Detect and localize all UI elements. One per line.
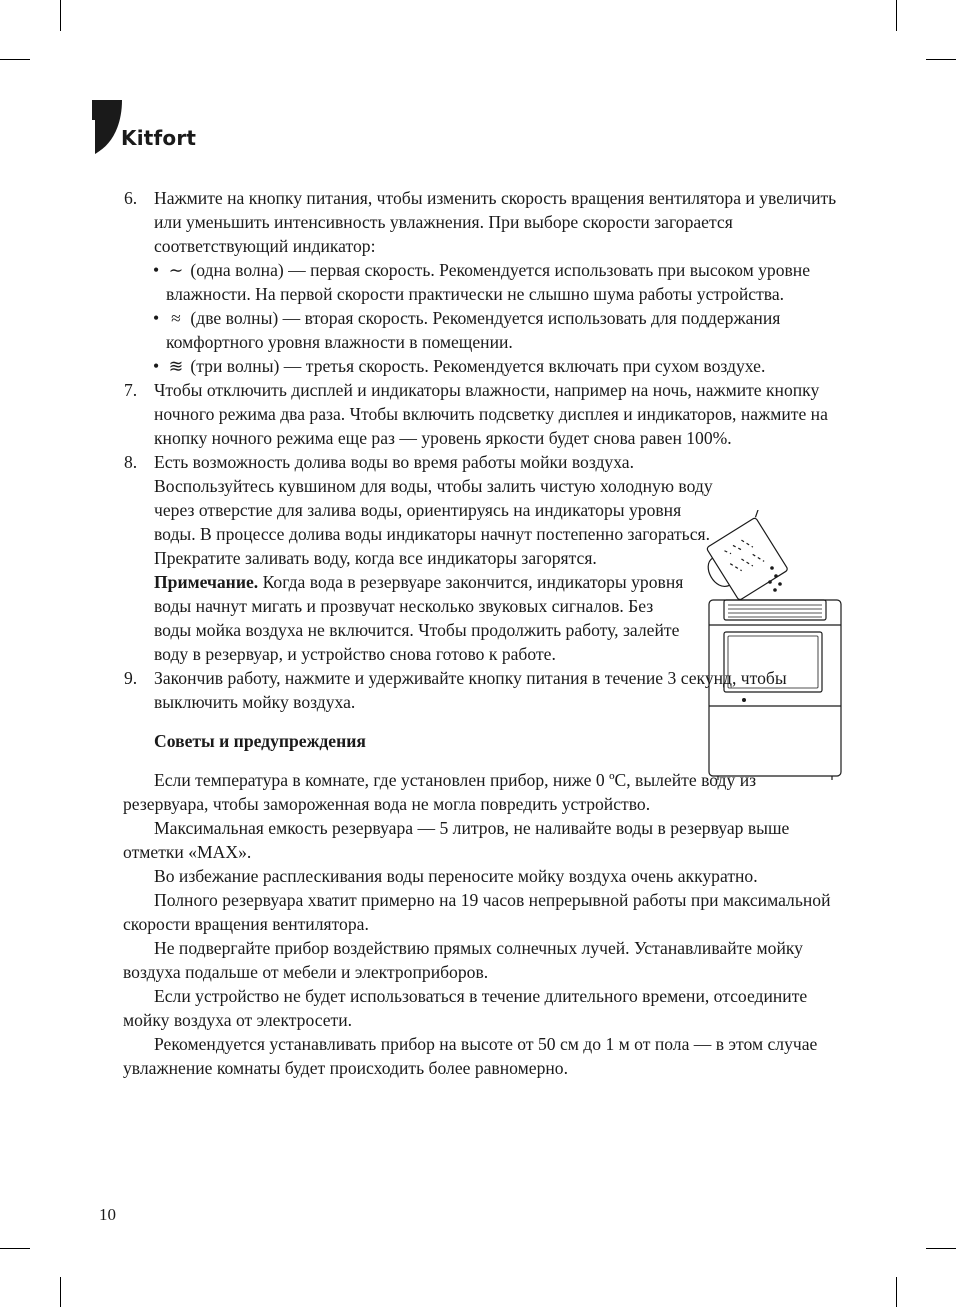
crop-mark: [0, 1248, 30, 1249]
brand-name: Kitfort: [121, 126, 197, 150]
step-8-note: Примечание. Когда вода в резервуаре закончится, индикаторы уровня воды начнут мигать и прозвучат несколько звуковых сигналов. Без воды мойка воздуха не включится. Чтобы продолжить работу, залейте воду в резервуар, и устройство снова готово к работе.: [154, 572, 684, 664]
speed-item-3: • ≋ (три волны) — третья скорость. Рекомендуется включать при сухом воздухе.: [153, 356, 766, 376]
crop-mark: [896, 1277, 897, 1307]
water-drops-icon: [768, 566, 782, 592]
tips-heading: Советы и предупреждения: [154, 731, 366, 751]
crop-mark: [896, 0, 897, 31]
tip-paragraph: Полного резервуара хватит примерно на 19 часов непрерывной работы при максимальной скорости вращения вентилятора.: [123, 890, 831, 934]
tip-paragraph: Если устройство не будет использоваться в течение длительного времени, отсоедините мойку воздуха от электросети.: [123, 986, 808, 1030]
speed-item-1: • ∼ (одна волна) — первая скорость. Рекомендуется использовать при высоком уровне влажности. На первой скорости практически не слышно шума работы устройства.: [153, 260, 811, 304]
one-wave-icon: ∼: [168, 260, 184, 280]
crop-mark: [926, 1248, 956, 1249]
step-9: 9. Закончив работу, нажмите и удерживайте кнопку питания в течение 3 секунд, чтобы выключить мойку воздуха.: [124, 668, 787, 712]
air-washer-device-icon: [709, 600, 841, 780]
tip-paragraph: Рекомендуется устанавливать прибор на высоте от 50 см до 1 м от пола — в этом случае увлажнение комнаты будет происходить более равномерно.: [123, 1034, 818, 1078]
air-washer-illustration: [694, 510, 850, 782]
tip-paragraph: Во избежание расплескивания воды переносите мойку воздуха очень аккуратно.: [154, 866, 758, 886]
tip-paragraph: Если температура в комнате, где установлен прибор, ниже 0 ºС, вылейте воду из резервуара, чтобы замороженная вода не могла повредить устройство.: [123, 770, 757, 814]
page-number: 10: [99, 1205, 116, 1224]
step-6: 6. Нажмите на кнопку питания, чтобы изменить скорость вращения вентилятора и увеличить или уменьшить интенсивность увлажнения. При выборе скорости загорается соответствующий индикатор:: [124, 188, 837, 256]
crop-mark: [926, 59, 956, 60]
crop-mark: [60, 1277, 61, 1307]
step-8: 8. Есть возможность долива воды во время работы мойки воздуха. Воспользуйтесь кувшином для воды, чтобы залить чистую холодную воду через отверстие для залива воды, ориентируясь на индикаторы уровня воды. В процессе долива воды индикаторы начнут постепенно загораться. Прекратите заливать воду, когда все индикаторы загорятся.: [124, 452, 713, 568]
step-7: 7. Чтобы отключить дисплей и индикаторы влажности, например на ночь, нажмите кнопку ночного режима два раза. Чтобы включить подсветку дисплея и индикаторов, нажмите на кнопку ночного режима еще раз — уровень яркости будет снова равен 100%.: [124, 380, 828, 448]
speed-item-2: • ≈ (две волны) — вторая скорость. Рекомендуется использовать для поддержания комфортного уровня влажности в помещении.: [153, 308, 781, 352]
water-jug-icon: [694, 510, 797, 607]
tip-paragraph: Максимальная емкость резервуара — 5 литров, не наливайте воды в резервуар выше отметки «MAX».: [123, 818, 790, 862]
tip-paragraph: Не подвергайте прибор воздействию прямых солнечных лучей. Устанавливайте мойку воздуха подальше от мебели и электроприборов.: [123, 938, 803, 982]
crop-mark: [60, 0, 61, 31]
two-waves-icon: ≈: [171, 308, 181, 328]
crop-mark: [0, 59, 30, 60]
three-waves-icon: ≋: [168, 356, 184, 376]
